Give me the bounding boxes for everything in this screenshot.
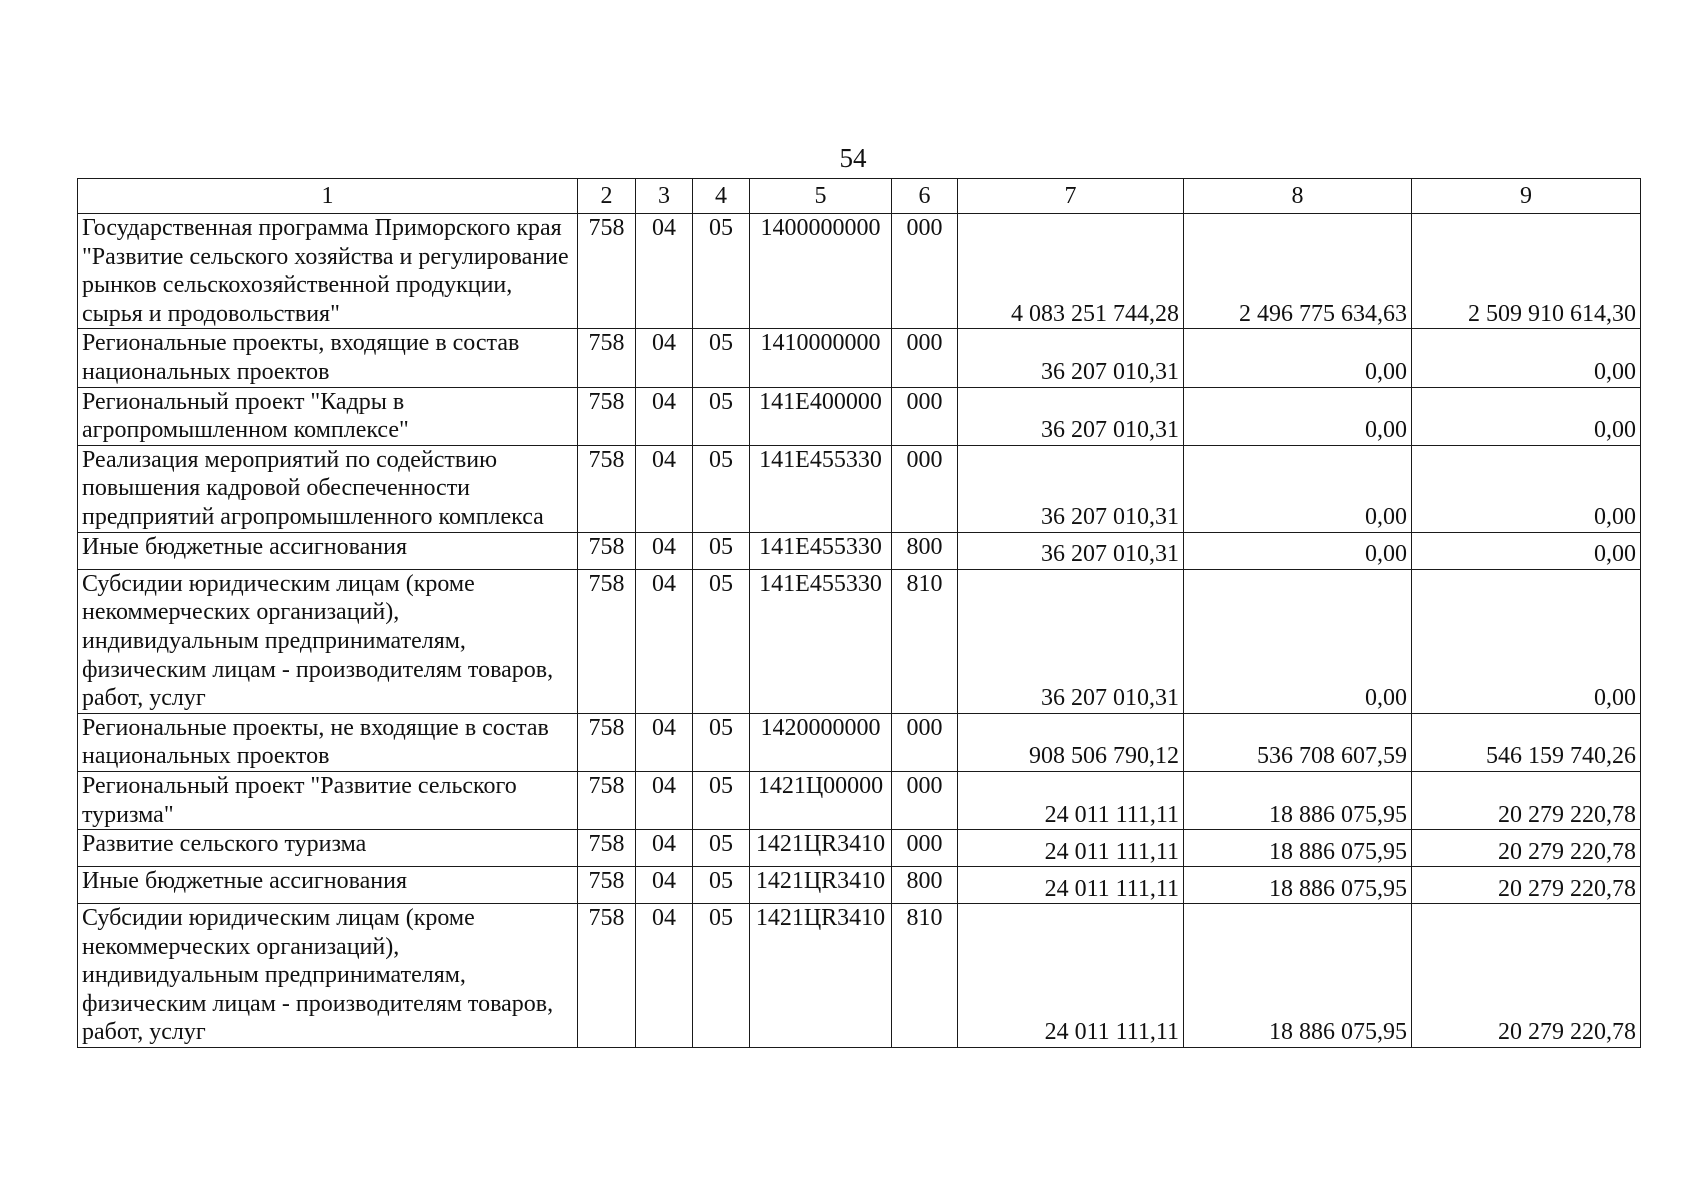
cell-amount-col9: 546 159 740,26 <box>1412 713 1641 771</box>
cell-target-article: 1421ЦR3410 <box>750 830 892 867</box>
cell-ministry: 758 <box>578 867 636 904</box>
budget-table <box>77 178 1641 1048</box>
cell-target-article: 1400000000 <box>750 214 892 329</box>
cell-section: 04 <box>636 867 693 904</box>
table-row <box>78 713 1641 771</box>
row-name: Иные бюджетные ассигнования <box>78 532 578 569</box>
cell-ministry: 758 <box>578 329 636 387</box>
cell-amount-col8: 536 708 607,59 <box>1184 713 1412 771</box>
cell-section: 04 <box>636 214 693 329</box>
cell-subsection: 05 <box>693 904 750 1048</box>
cell-amount-col7: 36 207 010,31 <box>958 532 1184 569</box>
column-header-8: 8 <box>1184 179 1412 214</box>
table-row <box>78 445 1641 532</box>
column-header-1: 1 <box>78 179 578 214</box>
row-name: Субсидии юридическим лицам (кроме некоммерческих организаций), индивидуальным предпринимателям, физическим лицам - производителям товаров, работ, услуг <box>78 569 578 713</box>
cell-subsection: 05 <box>693 329 750 387</box>
cell-section: 04 <box>636 713 693 771</box>
table-row <box>78 830 1641 867</box>
cell-amount-col7: 36 207 010,31 <box>958 445 1184 532</box>
cell-expense-type: 000 <box>892 387 958 445</box>
cell-subsection: 05 <box>693 830 750 867</box>
cell-expense-type: 810 <box>892 904 958 1048</box>
table-body <box>78 214 1641 1048</box>
cell-subsection: 05 <box>693 771 750 829</box>
cell-amount-col7: 24 011 111,11 <box>958 867 1184 904</box>
cell-amount-col9: 20 279 220,78 <box>1412 867 1641 904</box>
cell-section: 04 <box>636 771 693 829</box>
cell-ministry: 758 <box>578 713 636 771</box>
cell-amount-col9: 0,00 <box>1412 329 1641 387</box>
cell-ministry: 758 <box>578 569 636 713</box>
cell-ministry: 758 <box>578 387 636 445</box>
table-row <box>78 532 1641 569</box>
cell-amount-col7: 4 083 251 744,28 <box>958 214 1184 329</box>
cell-amount-col7: 908 506 790,12 <box>958 713 1184 771</box>
table-row <box>78 569 1641 713</box>
column-header-5: 5 <box>750 179 892 214</box>
cell-target-article: 141E455330 <box>750 532 892 569</box>
cell-amount-col8: 18 886 075,95 <box>1184 771 1412 829</box>
cell-ministry: 758 <box>578 445 636 532</box>
cell-section: 04 <box>636 904 693 1048</box>
column-header-4: 4 <box>693 179 750 214</box>
cell-amount-col8: 18 886 075,95 <box>1184 867 1412 904</box>
cell-target-article: 1421ЦR3410 <box>750 867 892 904</box>
cell-section: 04 <box>636 329 693 387</box>
cell-amount-col8: 2 496 775 634,63 <box>1184 214 1412 329</box>
cell-amount-col8: 0,00 <box>1184 387 1412 445</box>
cell-ministry: 758 <box>578 904 636 1048</box>
cell-target-article: 1421ЦR3410 <box>750 904 892 1048</box>
cell-subsection: 05 <box>693 214 750 329</box>
row-name: Региональные проекты, не входящие в состав национальных проектов <box>78 713 578 771</box>
cell-subsection: 05 <box>693 867 750 904</box>
cell-amount-col7: 36 207 010,31 <box>958 569 1184 713</box>
table-row <box>78 329 1641 387</box>
cell-subsection: 05 <box>693 713 750 771</box>
cell-subsection: 05 <box>693 569 750 713</box>
table-row <box>78 771 1641 829</box>
row-name: Региональный проект "Кадры в агропромышленном комплексе" <box>78 387 578 445</box>
cell-amount-col8: 0,00 <box>1184 532 1412 569</box>
row-name: Региональные проекты, входящие в состав национальных проектов <box>78 329 578 387</box>
cell-expense-type: 000 <box>892 830 958 867</box>
cell-subsection: 05 <box>693 445 750 532</box>
row-name: Развитие сельского туризма <box>78 830 578 867</box>
header-row <box>78 179 1641 214</box>
cell-amount-col9: 2 509 910 614,30 <box>1412 214 1641 329</box>
cell-amount-col9: 0,00 <box>1412 569 1641 713</box>
cell-expense-type: 810 <box>892 569 958 713</box>
cell-amount-col9: 0,00 <box>1412 445 1641 532</box>
cell-expense-type: 800 <box>892 532 958 569</box>
row-name: Государственная программа Приморского края "Развитие сельского хозяйства и регулирование рынков сельскохозяйственной продукции, сырья и продовольствия" <box>78 214 578 329</box>
cell-target-article: 141E400000 <box>750 387 892 445</box>
row-name: Иные бюджетные ассигнования <box>78 867 578 904</box>
table-row <box>78 387 1641 445</box>
cell-section: 04 <box>636 532 693 569</box>
cell-section: 04 <box>636 569 693 713</box>
row-name: Реализация мероприятий по содействию повышения кадровой обеспеченности предприятий агропромышленного комплекса <box>78 445 578 532</box>
table-row <box>78 867 1641 904</box>
cell-target-article: 141E455330 <box>750 445 892 532</box>
cell-target-article: 1421Ц00000 <box>750 771 892 829</box>
cell-expense-type: 800 <box>892 867 958 904</box>
column-header-9: 9 <box>1412 179 1641 214</box>
cell-target-article: 1410000000 <box>750 329 892 387</box>
cell-amount-col9: 20 279 220,78 <box>1412 904 1641 1048</box>
cell-amount-col7: 36 207 010,31 <box>958 387 1184 445</box>
cell-expense-type: 000 <box>892 771 958 829</box>
cell-amount-col9: 20 279 220,78 <box>1412 771 1641 829</box>
cell-amount-col7: 24 011 111,11 <box>958 904 1184 1048</box>
cell-amount-col7: 36 207 010,31 <box>958 329 1184 387</box>
cell-subsection: 05 <box>693 532 750 569</box>
cell-amount-col7: 24 011 111,11 <box>958 771 1184 829</box>
cell-ministry: 758 <box>578 830 636 867</box>
column-header-6: 6 <box>892 179 958 214</box>
cell-ministry: 758 <box>578 771 636 829</box>
cell-amount-col9: 0,00 <box>1412 532 1641 569</box>
cell-section: 04 <box>636 445 693 532</box>
cell-amount-col8: 18 886 075,95 <box>1184 830 1412 867</box>
cell-amount-col9: 0,00 <box>1412 387 1641 445</box>
cell-expense-type: 000 <box>892 713 958 771</box>
column-header-7: 7 <box>958 179 1184 214</box>
column-header-2: 2 <box>578 179 636 214</box>
cell-expense-type: 000 <box>892 214 958 329</box>
cell-section: 04 <box>636 387 693 445</box>
column-header-3: 3 <box>636 179 693 214</box>
cell-expense-type: 000 <box>892 329 958 387</box>
row-name: Региональный проект "Развитие сельского туризма" <box>78 771 578 829</box>
cell-amount-col8: 18 886 075,95 <box>1184 904 1412 1048</box>
cell-subsection: 05 <box>693 387 750 445</box>
cell-amount-col7: 24 011 111,11 <box>958 830 1184 867</box>
cell-amount-col9: 20 279 220,78 <box>1412 830 1641 867</box>
cell-expense-type: 000 <box>892 445 958 532</box>
cell-ministry: 758 <box>578 532 636 569</box>
cell-section: 04 <box>636 830 693 867</box>
cell-ministry: 758 <box>578 214 636 329</box>
cell-amount-col8: 0,00 <box>1184 329 1412 387</box>
page-number: 54 <box>839 143 867 173</box>
row-name: Субсидии юридическим лицам (кроме некоммерческих организаций), индивидуальным предпринимателям, физическим лицам - производителям товаров, работ, услуг <box>78 904 578 1048</box>
table-row <box>78 214 1641 329</box>
table-header <box>78 179 1641 214</box>
cell-amount-col8: 0,00 <box>1184 569 1412 713</box>
cell-target-article: 141E455330 <box>750 569 892 713</box>
table-row <box>78 904 1641 1048</box>
cell-target-article: 1420000000 <box>750 713 892 771</box>
cell-amount-col8: 0,00 <box>1184 445 1412 532</box>
